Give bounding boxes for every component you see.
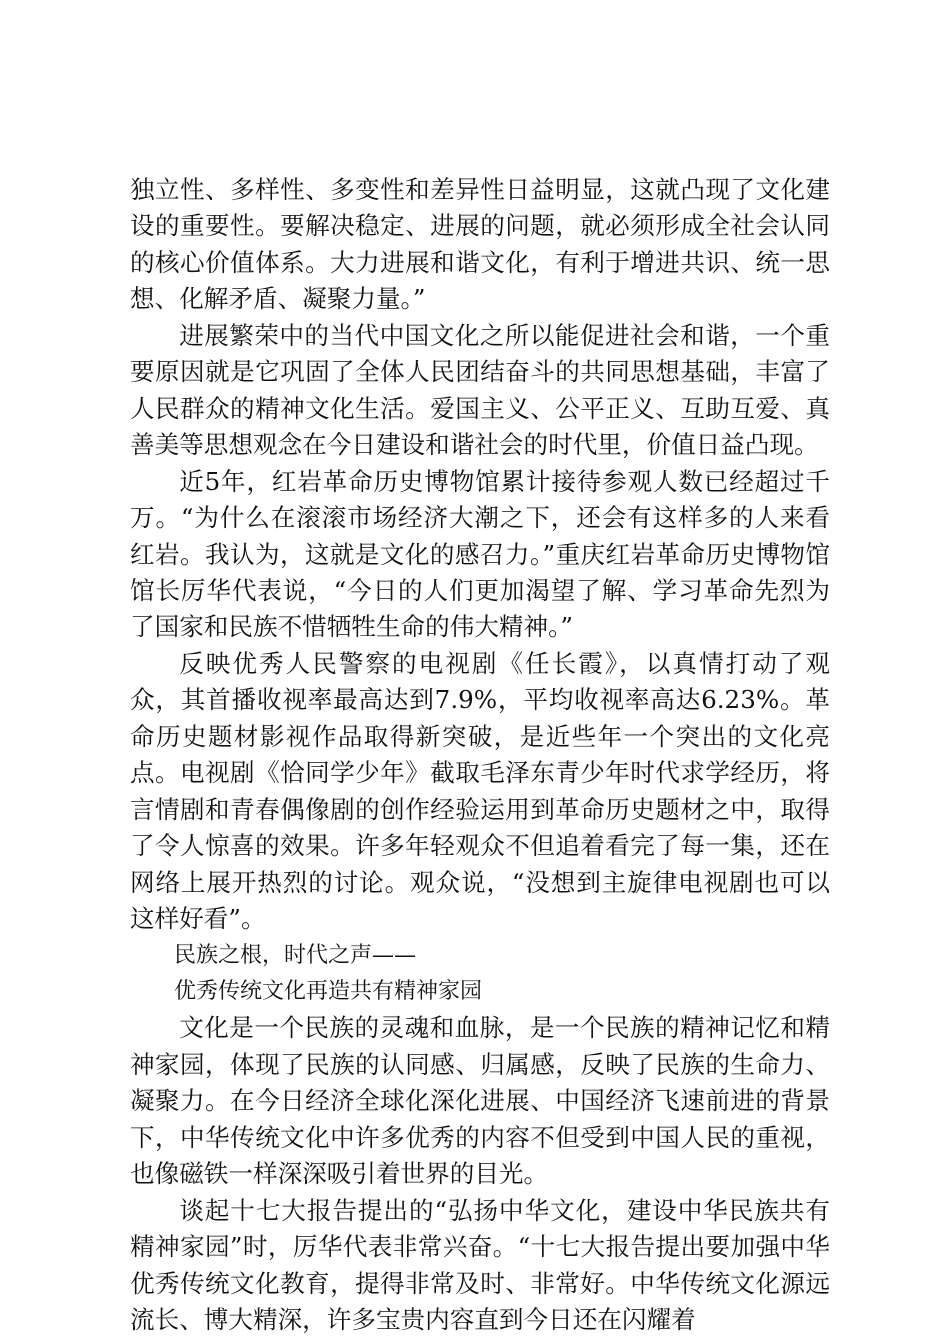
section-heading-line-2: 优秀传统文化再造共有精神家园	[174, 978, 483, 1004]
paragraph-2: 进展繁荣中的当代中国文化之所以能促进社会和谐，一个重要原因就是它巩固了全体人民团结奋斗的共同思想基础，丰富了人民群众的精神文化生活。爱国主义、公平正义、互助互爱、真善美等思想观念在今日建设和谐社会的时代里，价值日益凸现。	[130, 320, 830, 460]
paragraph-6: 谈起十七大报告提出的“弘扬中华文化，建设中华民族共有精神家园”时，厉华代表非常兴奋。“十七大报告提出要加强中华优秀传统文化教育，提得非常及时、非常好。中华传统文化源远流长、博大精深，许多宝贵内容直到今日还在闪耀着	[130, 1195, 830, 1335]
section-heading-line-1: 民族之根，时代之声——	[174, 942, 417, 968]
paragraph-1: 独立性、多样性、多变性和差异性日益明显，这就凸现了文化建设的重要性。要解决稳定、进展的问题，就必须形成全社会认同的核心价值体系。大力进展和谐文化，有利于增进共识、统一思想、化解矛盾、凝聚力量。”	[130, 175, 830, 314]
article-body	[130, 172, 830, 1339]
paragraph-5: 文化是一个民族的灵魂和血脉，是一个民族的精神记忆和精神家园，体现了民族的认同感、归属感，反映了民族的生命力、凝聚力。在今日经济全球化深化进展、中国经济飞速前进的背景下，中华传统文化中许多优秀的内容不但受到中国人民的重视，也像磁铁一样深深吸引着世界的目光。	[130, 1013, 830, 1189]
paragraph-3: 近5年，红岩革命历史博物馆累计接待参观人数已经超过千万。“为什么在滚滚市场经济大潮之下，还会有这样多的人来看红岩。我认为，这就是文化的感召力。”重庆红岩革命历史博物馆馆长厉华代表说，“今日的人们更加渴望了解、学习革命先烈为了国家和民族不惜牺牲生命的伟大精神。”	[130, 466, 830, 642]
paragraph-4: 反映优秀人民警察的电视剧《任长霞》，以真情打动了观众，其首播收视率最高达到7.9%，平均收视率高达6.23%。革命历史题材影视作品取得新突破，是近些年一个突出的文化亮点。电视剧《恰同学少年》截取毛泽东青少年时代求学经历，将言情剧和青春偶像剧的创作经验运用到革命历史题材之中，取得了令人惊喜的效果。许多年轻观众不但追着看完了每一集，还在网络上展开热烈的讨论。观众说，“没想到主旋律电视剧也可以这样好看”。	[130, 648, 830, 934]
